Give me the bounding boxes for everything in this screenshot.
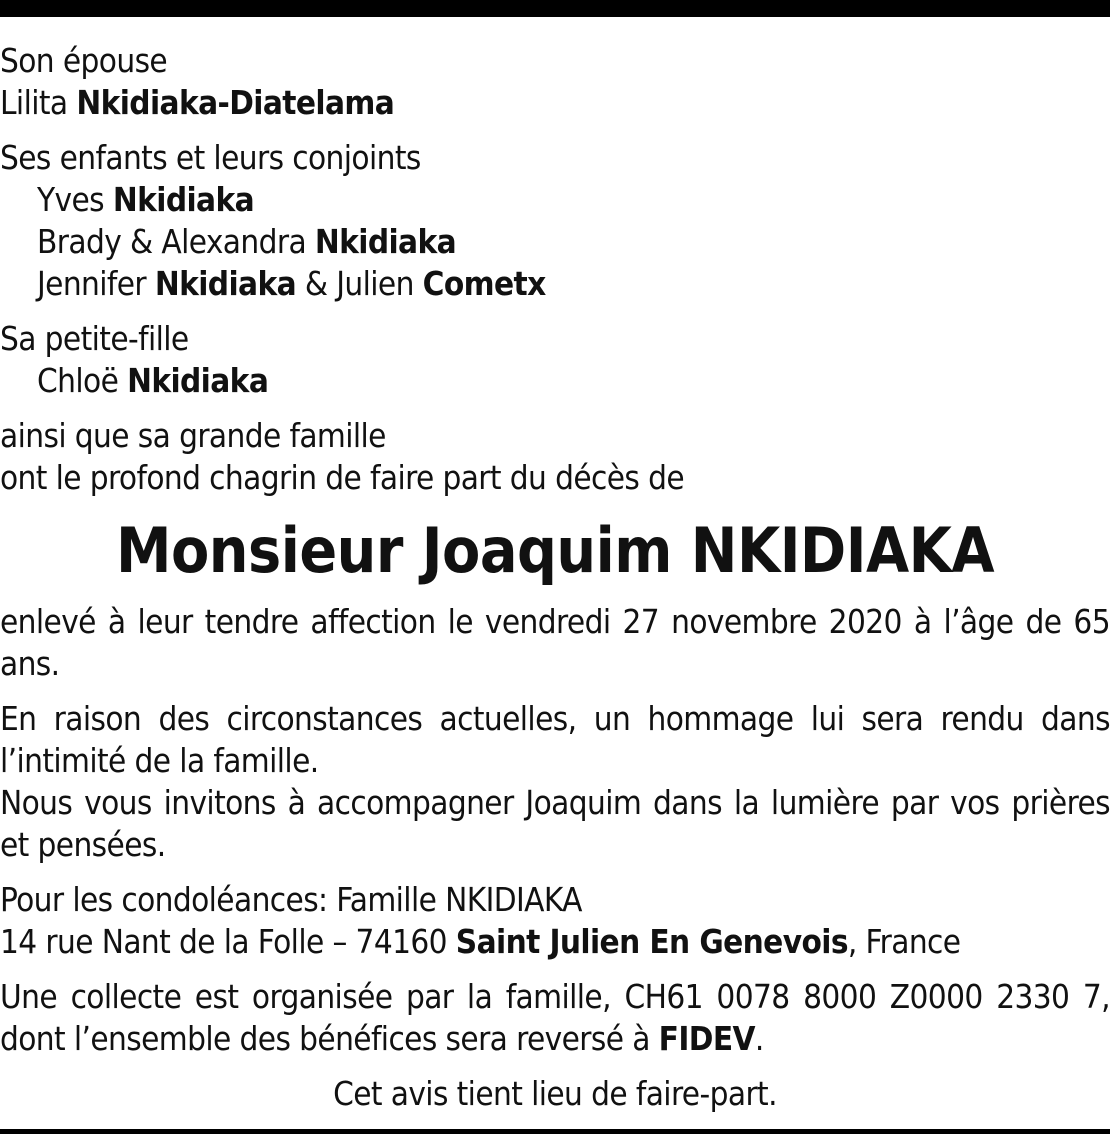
intro-block: [0, 415, 1110, 499]
child-last-name: Nkidiaka: [154, 264, 297, 303]
children-block: [0, 137, 1110, 305]
collection-end: .: [754, 1019, 764, 1058]
collection-paragraph: [0, 976, 1110, 1060]
grandchild-heading: Sa petite-fille: [0, 319, 189, 358]
address-country: , France: [847, 922, 961, 961]
grandchild-block: [0, 318, 1110, 402]
child-first-names: Brady & Alexandra: [37, 222, 307, 261]
child-last-name: Nkidiaka: [314, 222, 457, 261]
grandchild-first-name: Chloë: [37, 361, 119, 400]
prayers-paragraph: Nous vous invitons à accompagner Joaquim dans la lumière par vos prières et pensées.: [0, 783, 1110, 864]
address-city: Saint Julien En Genevois: [455, 922, 848, 961]
grandchild-name: [0, 360, 1110, 402]
notice-content: [0, 40, 1110, 1115]
spouse-first-name: Lilita: [0, 83, 68, 122]
grandchild-last-name: Nkidiaka: [127, 361, 269, 400]
tribute-paragraph: En raison des circonstances actuelles, un hommage lui sera rendu dans l’intimité de la famille.: [0, 699, 1110, 780]
deceased-name: Monsieur Joaquim NKIDIAKA: [115, 514, 995, 587]
child-first-names: Yves: [37, 180, 105, 219]
condolences-line: Pour les condoléances: Famille NKIDIAKA: [0, 880, 582, 919]
child-row: [0, 263, 1110, 305]
child-row: [0, 179, 1110, 221]
intro-line: ont le profond chagrin de faire part du décès de: [0, 458, 685, 497]
collection-organization: FIDEV: [658, 1019, 755, 1058]
spouse-name: [0, 82, 1110, 124]
spouse-last-name: Cometx: [422, 264, 546, 303]
footer-note: Cet avis tient lieu de faire-part.: [333, 1074, 777, 1113]
spouse-first-name: & Julien: [304, 264, 414, 303]
address-street: 14 rue Nant de la Folle – 74160: [0, 922, 447, 961]
children-heading: Ses enfants et leurs conjoints: [0, 138, 421, 177]
child-last-name: Nkidiaka: [112, 180, 255, 219]
bottom-rule: [0, 1129, 1110, 1134]
top-rule: [0, 0, 1110, 17]
child-row: [0, 221, 1110, 263]
spouse-last-name: Nkidiaka-Diatelama: [76, 83, 395, 122]
spouse-block: [0, 40, 1110, 124]
collection-text: Une collecte est organisée par la famille, CH61 0078 8000 Z0000 2330 7, dont l’ensemble des bénéfices sera reversé à: [0, 977, 1110, 1058]
condolences-address: [0, 921, 1110, 963]
spouse-heading: Son épouse: [0, 41, 168, 80]
passing-paragraph: enlevé à leur tendre affection le vendredi 27 novembre 2020 à l’âge de 65 ans.: [0, 602, 1110, 683]
condolences-block: [0, 879, 1110, 963]
intro-line: ainsi que sa grande famille: [0, 416, 386, 455]
child-first-names: Jennifer: [37, 264, 147, 303]
